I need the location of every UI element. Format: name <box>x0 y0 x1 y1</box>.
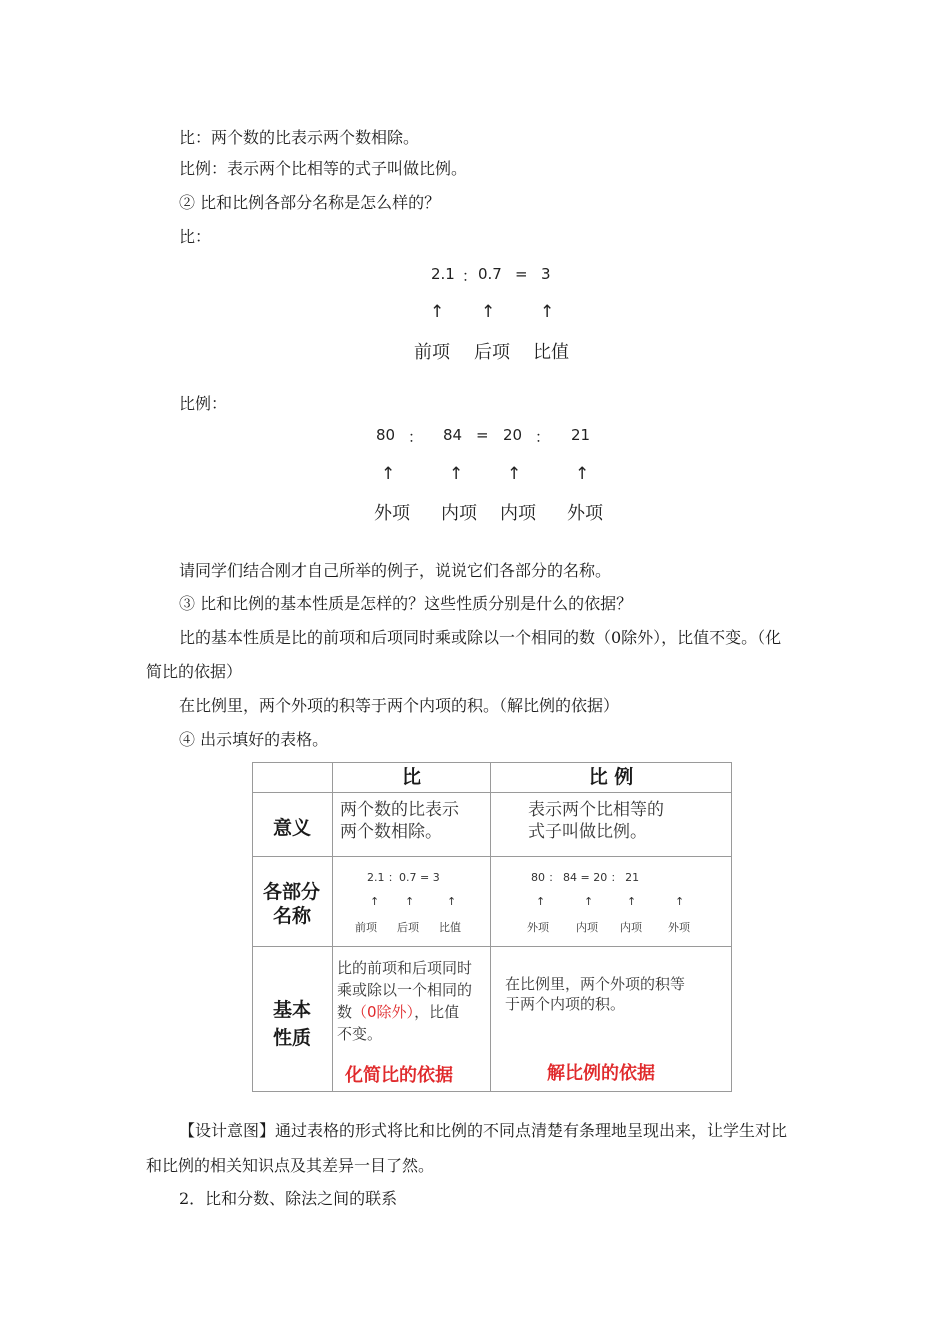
design-intent-line1: 【设计意图】通过表格的形式将比和比例的不同点清楚有条理地呈现出来，让学生对比 <box>179 1121 788 1140</box>
cell-ratio-meaning <box>333 793 491 857</box>
question-properties: ③ 比和比例的基本性质是怎样的？这些性质分别是什么的依据？ <box>179 594 633 613</box>
question-parts: ② 比和比例各部分名称是怎么样的？ <box>179 193 441 212</box>
prop-term-a: 80 <box>376 426 396 444</box>
mini-label-back: 后项 <box>397 921 419 934</box>
arrow-up-icon: ↑ <box>536 895 546 908</box>
design-intent-line2: 和比例的相关知识点及其差异一目了然。 <box>146 1156 435 1175</box>
label-inner-term: 内项 <box>441 503 477 524</box>
prop-colon-1: ： <box>408 428 424 446</box>
table-header-proportion: 比 例 <box>491 763 732 793</box>
table-header-ratio: 比 <box>333 763 491 793</box>
ratio-colon: ： <box>462 267 478 285</box>
arrow-up-icon: ↑ <box>675 895 685 908</box>
prop-term-c: 20 <box>503 426 523 444</box>
ratio-prop-line3-a: 数 <box>337 1003 353 1021</box>
definition-ratio: 比：两个数的比表示两个数相除。 <box>179 128 420 147</box>
ratio-property-line2: 简比的依据） <box>146 662 243 681</box>
label-ratio-value: 比值 <box>533 342 569 363</box>
proportion-solve-basis: 解比例的依据 <box>547 1063 655 1084</box>
ratio-meaning-line2: 两个数相除。 <box>340 822 442 842</box>
ratio-equals: = <box>515 265 528 283</box>
arrow-up-icon: ↑ <box>447 895 457 908</box>
arrow-up-icon: ↑ <box>481 302 496 322</box>
table-corner <box>253 763 333 793</box>
mini-label-inner: 内项 <box>576 921 598 934</box>
arrow-up-icon: ↑ <box>507 464 522 484</box>
prop-meaning-line2: 式子叫做比例。 <box>528 822 647 842</box>
ratio-prop-line4: 不变。 <box>337 1025 383 1043</box>
label-outer-term: 外项 <box>567 503 603 524</box>
cell-proportion-parts <box>491 857 732 947</box>
arrow-up-icon: ↑ <box>575 464 590 484</box>
arrow-up-icon: ↑ <box>449 464 464 484</box>
row-head-property-line1: 基本 <box>273 999 312 1021</box>
row-head-property <box>253 947 333 1092</box>
row-head-parts <box>253 857 333 947</box>
ratio-meaning-line1: 两个数的比表示 <box>340 800 459 820</box>
ratio-term-a: 2.1 <box>431 265 455 283</box>
ratio-term-b: 0.7 <box>478 265 502 283</box>
label-outer-term: 外项 <box>374 503 410 524</box>
row-head-parts-line1: 各部分 <box>263 881 321 903</box>
show-table-note: ④ 出示填好的表格。 <box>179 730 329 749</box>
cell-proportion-meaning <box>491 793 732 857</box>
arrow-up-icon: ↑ <box>627 895 637 908</box>
arrow-up-icon: ↑ <box>381 464 396 484</box>
prop-term-d: 21 <box>571 426 591 444</box>
mini-label-front: 前项 <box>355 921 377 934</box>
mini-label-value: 比值 <box>439 921 461 934</box>
prop-colon-2: ： <box>535 428 551 446</box>
comparison-table <box>252 762 732 1092</box>
mini-label-outer: 外项 <box>527 921 549 934</box>
prop-meaning-line1: 表示两个比相等的 <box>528 800 664 820</box>
label-back-term: 后项 <box>474 342 510 363</box>
ratio-heading: 比： <box>179 227 212 246</box>
arrow-up-icon: ↑ <box>540 302 555 322</box>
prop-prop-line1: 在比例里，两个外项的积等 <box>505 975 686 993</box>
prop-prop-line2: 于两个内项的积。 <box>505 995 626 1013</box>
ratio-prop-line3 <box>337 1001 459 1023</box>
arrow-up-icon: ↑ <box>370 895 380 908</box>
label-inner-term: 内项 <box>500 503 536 524</box>
prop-equals: = <box>476 426 489 444</box>
cell-ratio-property <box>333 947 491 1092</box>
prop-term-b: 84 <box>443 426 463 444</box>
ratio-prop-line1: 比的前项和后项同时 <box>337 959 473 977</box>
row-head-meaning-label: 意义 <box>273 817 312 839</box>
ratio-value: 3 <box>541 265 551 283</box>
cell-ratio-parts <box>333 857 491 947</box>
arrow-up-icon: ↑ <box>405 895 415 908</box>
ratio-simplify-basis: 化简比的依据 <box>345 1065 453 1086</box>
row-head-parts-line2: 名称 <box>273 905 312 927</box>
arrow-up-icon: ↑ <box>430 302 445 322</box>
ratio-prop-line2: 乘或除以一个相同的 <box>337 981 473 999</box>
definition-proportion: 比例：表示两个比相等的式子叫做比例。 <box>179 159 468 178</box>
section-heading-2: 2．比和分数、除法之间的联系 <box>179 1189 398 1208</box>
row-head-property-line2: 性质 <box>273 1027 312 1049</box>
mini-label-outer: 外项 <box>668 921 690 934</box>
mini-ratio-expression: 2.1 ：0.7 = 3 <box>367 871 440 884</box>
proportion-heading: 比例： <box>179 394 228 413</box>
mini-proportion-expression: 80 ： 84 = 20 ： 21 <box>531 871 640 884</box>
arrow-up-icon: ↑ <box>584 895 594 908</box>
ratio-prop-line3-b: ，比值 <box>414 1003 460 1021</box>
row-head-meaning <box>253 793 333 857</box>
ratio-property-line1: 比的基本性质是比的前项和后项同时乘或除以一个相同的数（0除外），比值不变。（化 <box>179 628 782 647</box>
cell-proportion-property <box>491 947 732 1092</box>
label-front-term: 前项 <box>414 342 450 363</box>
prompt-students: 请同学们结合刚才自己所举的例子，说说它们各部分的名称。 <box>179 561 612 580</box>
proportion-property: 在比例里，两个外项的积等于两个内项的积。（解比例的依据） <box>179 696 620 715</box>
mini-label-inner: 内项 <box>620 921 642 934</box>
zero-exception-note: （0除外） <box>352 1003 415 1021</box>
